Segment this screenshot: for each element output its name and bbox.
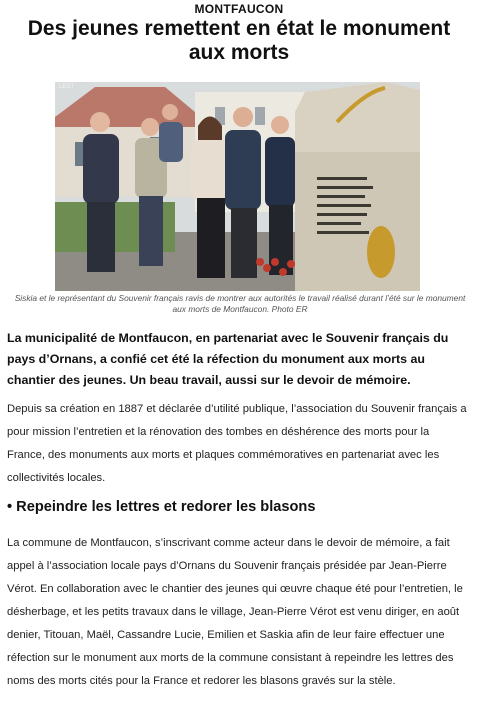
body-paragraph-1: Depuis sa création en 1887 et déclarée d’utilité publique, l’association du Souvenir français a pour mission l’entretien et la rénovation des tombes en déshérence des morts pour la France, des monuments aux morts et plaques commémoratives en partenariat avec les collectivités locales. — [7, 403, 467, 484]
body-paragraph-2: La commune de Montfaucon, s’inscrivant comme acteur dans le devoir de mémoire, a fait appel à l’association locale pays d’Ornans du Souvenir français présidée par Jean-Pierre Vérot. En collaboration avec le chantier des jeunes qui œuvre chaque été pour l’entretien, le désherbage, et les petits travaux dans le village, Jean-Pierre Vérot est venu diriger, en août denier, Titouan, Maël, Cassandre Lucie, Emilien et Saskia afin de leur faire effectuer une réfection sur le monument aux morts de la commune consistant à repeindre les lettres des noms des morts cités pour la France et redorer les blasons gravés sur la stèle. — [7, 537, 463, 687]
photo-illustration — [55, 82, 420, 291]
article-lead: La municipalité de Montfaucon, en partenariat avec le Souvenir français du pays d’Ornans, a confié cet été la réfection du monument aux morts au chantier des jeunes. Un beau travail, aussi sur le devoir de mémoire. — [7, 331, 449, 387]
section-kicker: MONTFAUCON — [194, 2, 284, 16]
article-photo — [55, 82, 420, 291]
article-headline: Des jeunes remettent en état le monument aux morts — [27, 17, 451, 64]
section-subheading: • Repeindre les lettres et redorer les blasons — [7, 499, 316, 515]
photo-watermark: LEST — [59, 84, 75, 90]
photo-caption: Siskia et le représentant du Souvenir français ravis de montrer aux autorités le travail réalisé durant l’été sur le monument aux morts de Montfaucon. Photo ER — [14, 293, 466, 314]
